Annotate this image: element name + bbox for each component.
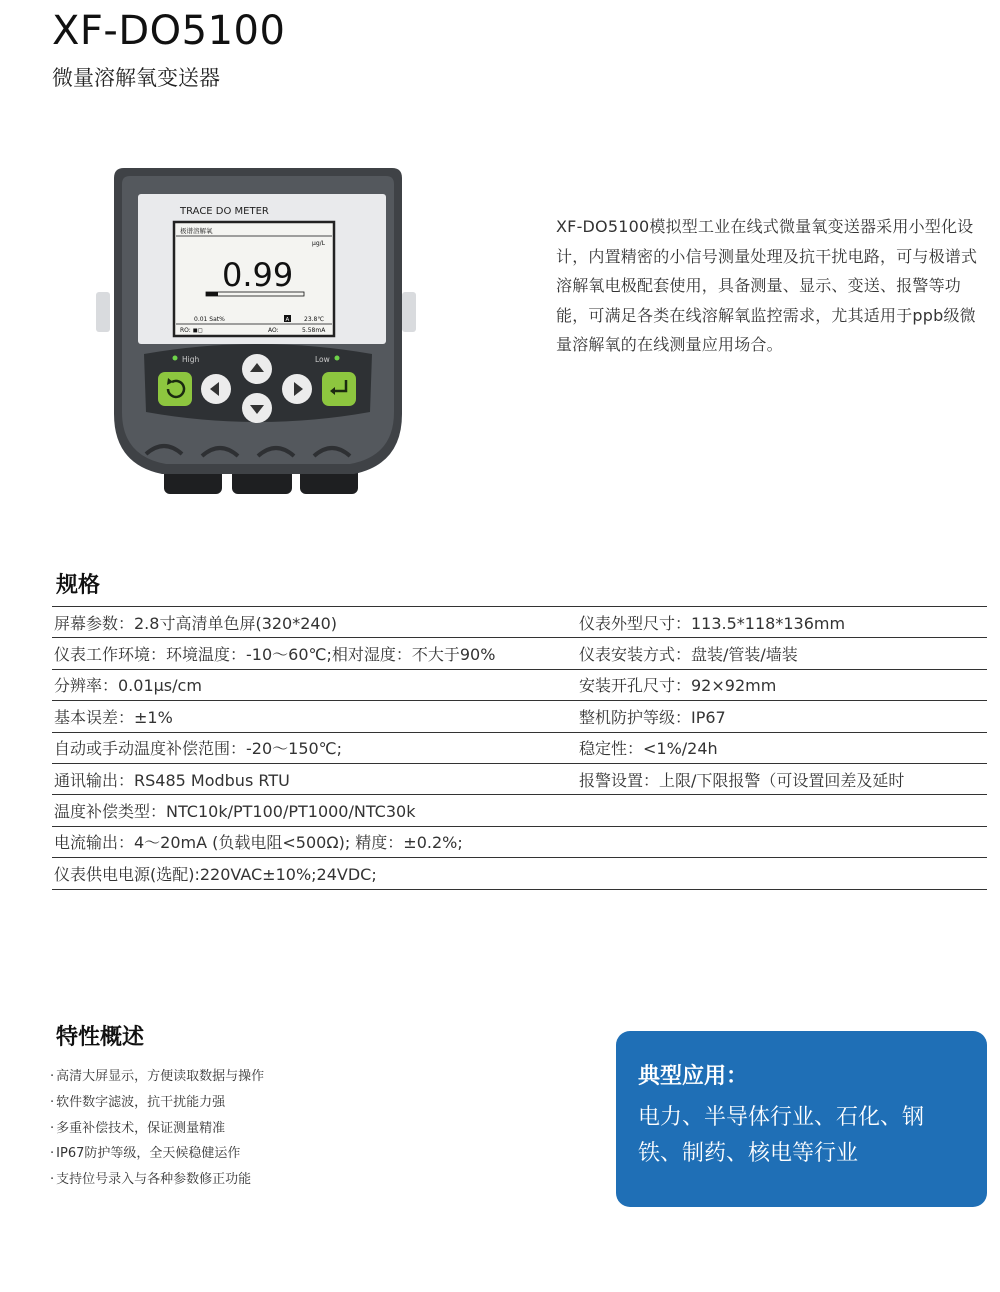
product-subtitle: 微量溶解氧变送器 xyxy=(52,66,220,90)
feature-item: · 高清大屏显示，方便读取数据与操作 xyxy=(50,1064,264,1090)
screen-ao-label: AO: xyxy=(268,327,279,334)
up-button[interactable] xyxy=(242,354,272,384)
spec-right-cell: 整机防护等级：IP67 xyxy=(579,707,726,727)
enter-button[interactable] xyxy=(322,372,356,406)
spec-row xyxy=(52,764,987,795)
spec-left-cell: 仪表工作环境：环境温度：-10～60℃;相对湿度：不大于90% xyxy=(54,645,496,665)
product-title: XF-DO5100 xyxy=(52,8,286,54)
screen-reading: 0.99 xyxy=(222,256,294,294)
led-low-label: Low xyxy=(315,355,330,364)
down-button[interactable] xyxy=(242,393,272,423)
spec-row xyxy=(52,858,987,889)
spec-left-cell: 基本误差：±1% xyxy=(54,707,173,727)
spec-row xyxy=(52,827,987,858)
spec-right-cell: 报警设置：上限/下限报警（可设置回差及延时 xyxy=(579,770,905,790)
specs-heading: 规格 xyxy=(56,573,101,598)
led-high-label: High xyxy=(182,355,200,364)
product-description: XF-DO5100模拟型工业在线式微量氧变送器采用小型化设计，内置精密的小信号测量处理及抗干扰电路，可与极谱式溶解氧电极配套使用，具备测量、显示、变送、报警等功能，可满足各类在线溶解氧监控需求，尤其适用于ppb级微量溶解氧的在线测量应用场合。 xyxy=(556,217,978,354)
spec-row xyxy=(52,701,987,732)
spec-left-cell: 温度补偿类型：NTC10k/PT100/PT1000/NTC30k xyxy=(54,802,416,822)
right-button[interactable] xyxy=(282,374,312,404)
applications-title: 典型应用： xyxy=(638,1064,749,1089)
spec-left-cell: 自动或手动温度补偿范围：-20～150℃; xyxy=(54,739,343,759)
applications-line-2: 铁、制药、核电等行业 xyxy=(638,1141,859,1166)
back-button[interactable] xyxy=(158,372,192,406)
spec-row xyxy=(52,670,987,701)
screen-temperature: 23.8℃ xyxy=(304,316,325,323)
spec-left-cell: 电流输出：4～20mA (负载电阻<500Ω); 精度：±0.2%; xyxy=(54,833,463,853)
applications-line-1: 电力、半导体行业、石化、钢 xyxy=(638,1105,925,1130)
feature-item: · IP67防护等级，全天候稳健运作 xyxy=(50,1141,264,1167)
led-low-indicator xyxy=(335,356,340,361)
spec-row xyxy=(52,795,987,826)
led-high-indicator xyxy=(173,356,178,361)
screen-header: 极谱溶解氧 xyxy=(180,227,213,235)
spec-row xyxy=(52,607,987,638)
feature-item: · 软件数字滤波，抗干扰能力强 xyxy=(50,1090,264,1116)
spec-left-cell: 分辨率：0.01μs/cm xyxy=(54,676,202,696)
screen-relay-status: RO: ◼◻ xyxy=(180,327,203,334)
feature-item: · 多重补偿技术，保证测量精准 xyxy=(50,1116,264,1142)
spec-right-cell: 仪表安装方式：盘装/管装/墙装 xyxy=(579,645,798,665)
spec-left-cell: 仪表供电电源(选配):220VAC±10%;24VDC; xyxy=(54,864,377,884)
applications-body xyxy=(638,1100,987,1172)
device-brand-label: TRACE DO METER xyxy=(180,206,269,217)
spec-right-cell: 仪表外型尺寸：113.5*118*136mm xyxy=(579,613,846,633)
feature-item: · 支持位号录入与各种参数修正功能 xyxy=(50,1167,264,1193)
applications-box xyxy=(616,1031,987,1207)
screen-saturation: 0.01 Sat% xyxy=(194,316,225,323)
features-heading: 特性概述 xyxy=(56,1025,145,1050)
left-button[interactable] xyxy=(201,374,231,404)
spec-table xyxy=(52,606,987,890)
screen-ao-value: 5.58mA xyxy=(302,327,326,334)
spec-left-cell: 屏幕参数：2.8寸高清单色屏(320*240) xyxy=(54,613,338,633)
spec-left-cell: 通讯输出：RS485 Modbus RTU xyxy=(54,770,290,790)
features-list xyxy=(50,1064,264,1193)
spec-row xyxy=(52,638,987,669)
spec-right-cell: 安装开孔尺寸：92×92mm xyxy=(579,676,777,696)
screen-mode-indicator: A xyxy=(285,317,290,323)
spec-row xyxy=(52,733,987,764)
device-image xyxy=(94,164,422,498)
spec-right-cell: 稳定性：<1%/24h xyxy=(579,739,718,759)
screen-unit: μg/L xyxy=(312,240,325,247)
